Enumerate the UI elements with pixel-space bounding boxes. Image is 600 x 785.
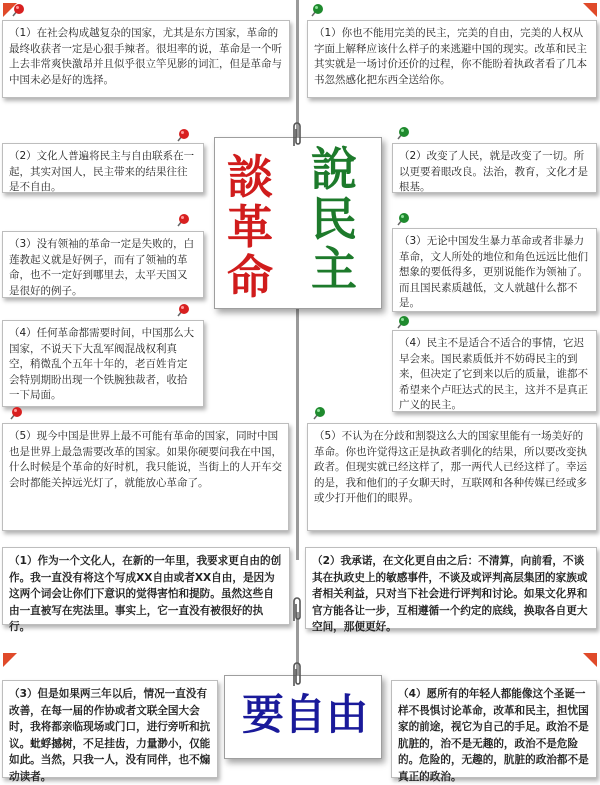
freedom-note-4: （4）愿所有的年轻人都能像这个圣诞一样不畏惧讨论革命，改革和民主，担忧国家的前途，视它为自己的手足。政治不是肮脏的，治不是无趣的，政治不是危险的。危险的，无趣的，肮脏的政治都不是真正的政治。 [391, 680, 597, 778]
green-pushpin-icon [393, 125, 411, 143]
title-freedom: 要自由 [241, 690, 368, 739]
title-box-revolution-democracy [214, 137, 382, 309]
title-democracy-text: 說民主 [311, 142, 357, 296]
red-pushpin-icon [173, 127, 191, 145]
democracy-note-5: （5）不认为在分歧和割裂这么大的国家里能有一场美好的革命。你也许觉得这正是执政者驯化的结果，所以要改变执政者。但现实就已经这样了，那一两代人已经这样了。幸运的是，我和他们的子女聊天时，互联网和各种传媒已经或多或少打开他们的眼界。 [307, 423, 597, 531]
democracy-note-4: （4）民主不是适合不适合的事情，它迟早会来。国民素质低并不妨碍民主的到来，但决定了它到来以后的质量，谁都不希望来个卢旺达式的民主，这并不是真正广义的民主。 [392, 330, 597, 412]
paper-clip-icon [290, 660, 304, 690]
revolution-note-3: （3）没有领袖的革命一定是失败的，白莲教起义就是好例子，而有了领袖的革命，也不一定好到哪里去，太平天国又是很好的例子。 [2, 231, 204, 298]
title-democracy [311, 144, 371, 294]
green-pushpin-icon [393, 211, 411, 229]
democracy-note-1: （1）你也不能用完美的民主，完美的自由，完美的人权从字面上解释应该什么样子的来逃避中国的现实。改革和民主其实就是一场讨价还价的过程，你不能盼着执政者看了几本书忽然感化把东西全送给你。 [307, 20, 597, 98]
freedom-note-1: （1）作为一个文化人，在新的一年里，我要求更自由的创作。我一直没有将这个写成XX自由或者XX自由，是因为这两个词会让你们下意识的觉得害怕和提防。虽然这些自由一直被写在宪法里。事实上，它一直没有被很好的执行。 [2, 547, 290, 625]
revolution-note-1: （1）在社会构成越复杂的国家，尤其是东方国家，革命的最终收获者一定是心狠手辣者。很坦率的说，革命是一个听上去非常爽快激昂并且似乎很立竿见影的词汇，但是革命与中国未必是好的选择。 [2, 20, 290, 98]
democracy-note-2: （2）改变了人民，就是改变了一切。所以更要着眼改良。法治，教育，文化才是根基。 [392, 143, 597, 193]
red-pushpin-icon [8, 2, 26, 20]
red-pushpin-icon [173, 302, 191, 320]
green-pushpin-icon [393, 314, 411, 332]
arrow-right-icon [580, 650, 600, 670]
revolution-note-4: （4）任何革命都需要时间，中国那么大国家，不说天下大乱军阀混战权利真空，稍微乱个五年十年的，老百姓肯定会特别期盼出现一个铁腕独裁者，收拾一下局面。 [2, 320, 204, 407]
democracy-note-3: （3）无论中国发生暴力革命或者非暴力革命，文人所处的地位和角色远远比他们想象的要低得多，更别说能作为领袖了。而且国民素质越低，文人就越什么都不是。 [392, 228, 597, 312]
arrow-right-icon [580, 0, 600, 20]
paper-clip-icon [290, 595, 304, 625]
red-pushpin-icon [6, 405, 24, 423]
green-pushpin-icon [307, 2, 325, 20]
freedom-note-2: （2）我承诺，在文化更自由之后：不清算，向前看，不谈其在执政史上的敏感事件，不谈及或评判高层集团的家族或者相关利益，只对当下社会进行评判和讨论。如果文化界和官方能各让一步，互相遵循一个约定的底线，换取各自更大空间，那便更好。 [305, 547, 597, 629]
revolution-note-5: （5）现今中国是世界上最不可能有革命的国家，同时中国也是世界上最急需要改革的国家。如果你硬要问我在中国，什么时候是个革命的好时机，我只能说，当街上的人开车交会时都能关掉远光灯了，就能放心革命了。 [2, 423, 289, 531]
freedom-note-3: （3）但是如果两三年以后，情况一直没有改善，在每一届的作协或者文联全国大会时，我将都亲临现场或门口，进行旁听和抗议。蚍蜉撼树，不足挂齿，力量渺小，仅能如此。当然，只我一人，没有同伴，也不煽动读者。 [2, 680, 218, 778]
arrow-left-icon [0, 650, 20, 670]
title-revolution [227, 152, 287, 302]
red-pushpin-icon [173, 212, 191, 230]
paper-clip-icon [290, 120, 304, 150]
title-revolution-text: 談革命 [227, 150, 273, 304]
revolution-note-2: （2）文化人普遍将民主与自由联系在一起，其实对国人，民主带来的结果往往是不自由。 [2, 143, 204, 193]
green-pushpin-icon [309, 405, 327, 423]
